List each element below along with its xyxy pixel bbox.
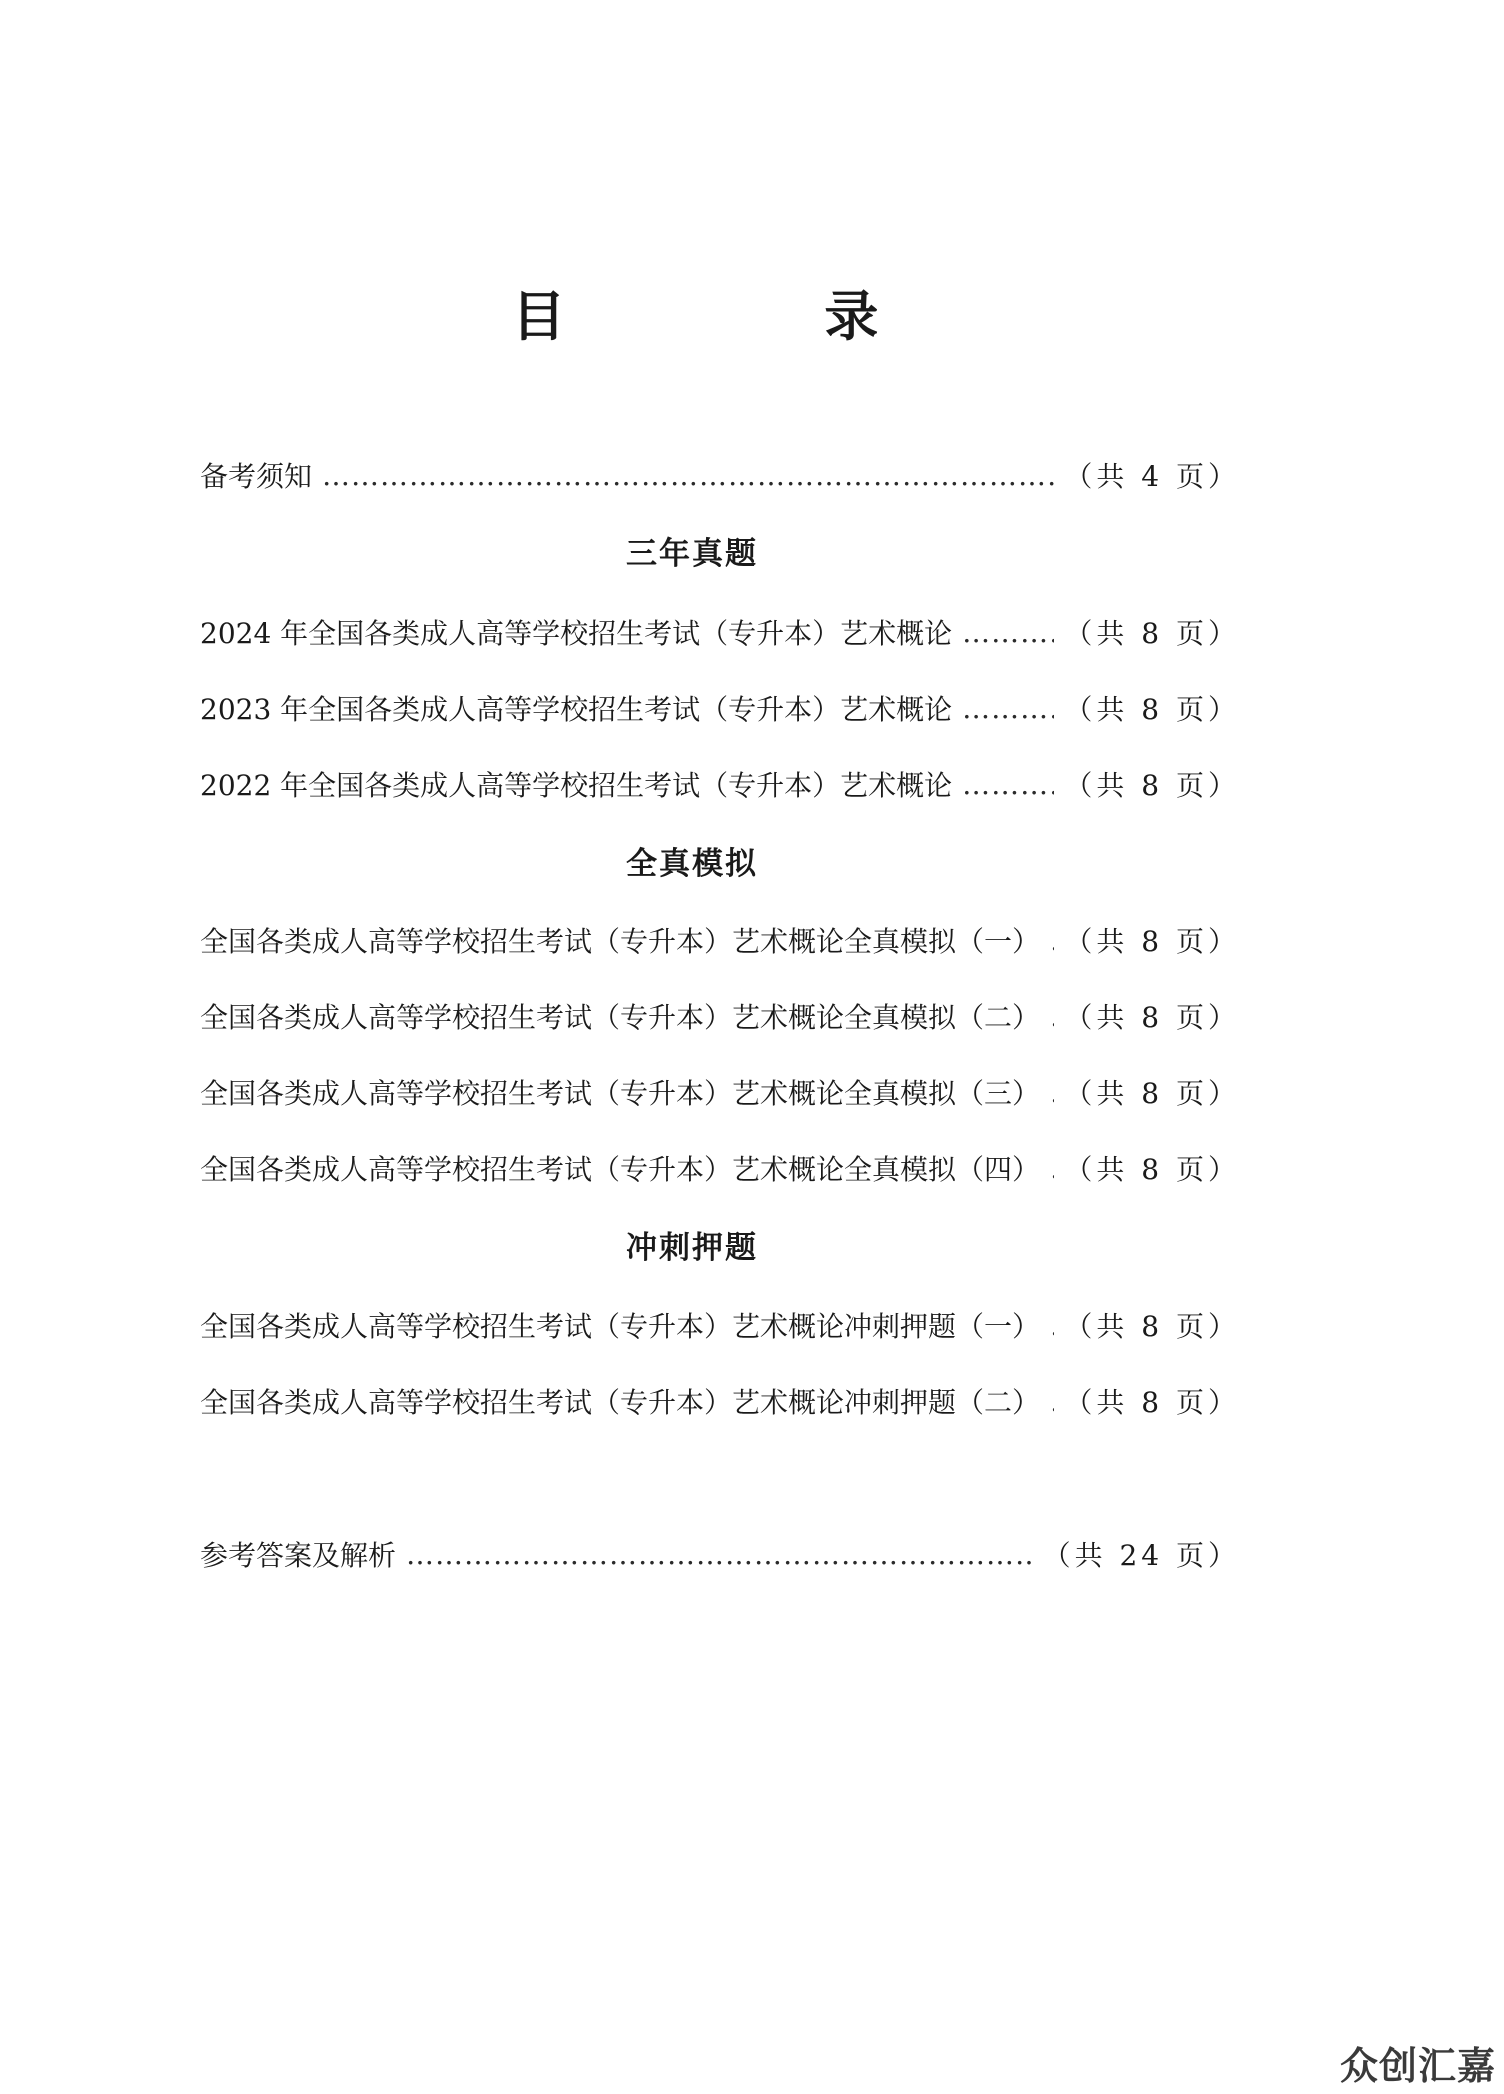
toc-entry[interactable] bbox=[200, 686, 1240, 730]
toc-entry[interactable] bbox=[200, 994, 1240, 1038]
watermark: 众创汇嘉 bbox=[1339, 2044, 1496, 2088]
toc-entry[interactable] bbox=[200, 1303, 1240, 1347]
toc-entry-label: 2024 年全国各类成人高等学校招生考试（专升本）艺术概论 bbox=[200, 617, 953, 650]
dot-leader bbox=[1050, 1152, 1054, 1185]
toc-entry-label: 全国各类成人高等学校招生考试（专升本）艺术概论冲刺押题（一） bbox=[200, 1310, 1041, 1343]
toc-entry-pages: （共 8 页） bbox=[1064, 1153, 1240, 1186]
dot-leader bbox=[406, 1538, 1033, 1571]
dot-leader bbox=[1050, 1385, 1054, 1418]
dot-leader bbox=[1050, 924, 1054, 957]
toc-entry[interactable] bbox=[200, 1070, 1240, 1114]
toc-entry-label: 2023 年全国各类成人高等学校招生考试（专升本）艺术概论 bbox=[200, 693, 953, 726]
dot-leader bbox=[1050, 1309, 1054, 1342]
dot-leader bbox=[962, 616, 1054, 649]
toc-entry-label: 全国各类成人高等学校招生考试（专升本）艺术概论冲刺押题（二） bbox=[200, 1386, 1041, 1419]
section-heading-real-exams: 三年真题 bbox=[626, 536, 758, 572]
dot-leader bbox=[322, 459, 1054, 492]
toc-entry[interactable] bbox=[200, 1146, 1240, 1190]
dot-leader bbox=[1050, 1076, 1054, 1109]
toc-entry-pages: （共 8 页） bbox=[1064, 925, 1240, 958]
dot-leader bbox=[962, 692, 1054, 725]
toc-entry-label: 全国各类成人高等学校招生考试（专升本）艺术概论全真模拟（一） bbox=[200, 925, 1041, 958]
toc-entry-pages: （共 8 页） bbox=[1064, 1001, 1240, 1034]
toc-entry-pages: （共 8 页） bbox=[1064, 769, 1240, 802]
toc-entry-label: 全国各类成人高等学校招生考试（专升本）艺术概论全真模拟（三） bbox=[200, 1077, 1041, 1110]
toc-entry-label: 2022 年全国各类成人高等学校招生考试（专升本）艺术概论 bbox=[200, 769, 953, 802]
toc-entry-label: 全国各类成人高等学校招生考试（专升本）艺术概论全真模拟（二） bbox=[200, 1001, 1041, 1034]
toc-entry-pages: （共 8 页） bbox=[1064, 617, 1240, 650]
dot-leader bbox=[962, 768, 1054, 801]
toc-entry-pages: （共 24 页） bbox=[1042, 1539, 1240, 1572]
toc-entry[interactable] bbox=[200, 918, 1240, 962]
page-title: 目 录 bbox=[511, 285, 999, 348]
toc-entry-pages: （共 8 页） bbox=[1064, 1386, 1240, 1419]
toc-entry-label: 备考须知 bbox=[200, 460, 313, 493]
toc-entry[interactable] bbox=[200, 762, 1240, 806]
toc-entry-pages: （共 8 页） bbox=[1064, 1310, 1240, 1343]
toc-entry-prep[interactable] bbox=[200, 453, 1240, 497]
toc-entry-answers[interactable] bbox=[200, 1532, 1240, 1576]
toc-entry[interactable] bbox=[200, 1379, 1240, 1423]
section-heading-mock-exams: 全真模拟 bbox=[626, 846, 758, 882]
section-heading-final-sprint: 冲刺押题 bbox=[626, 1230, 758, 1266]
toc-entry[interactable] bbox=[200, 610, 1240, 654]
toc-entry-label: 全国各类成人高等学校招生考试（专升本）艺术概论全真模拟（四） bbox=[200, 1153, 1041, 1186]
toc-entry-label: 参考答案及解析 bbox=[200, 1539, 397, 1572]
toc-entry-pages: （共 8 页） bbox=[1064, 1077, 1240, 1110]
toc-entry-pages: （共 4 页） bbox=[1064, 460, 1240, 493]
toc-entry-pages: （共 8 页） bbox=[1064, 693, 1240, 726]
dot-leader bbox=[1050, 1000, 1054, 1033]
